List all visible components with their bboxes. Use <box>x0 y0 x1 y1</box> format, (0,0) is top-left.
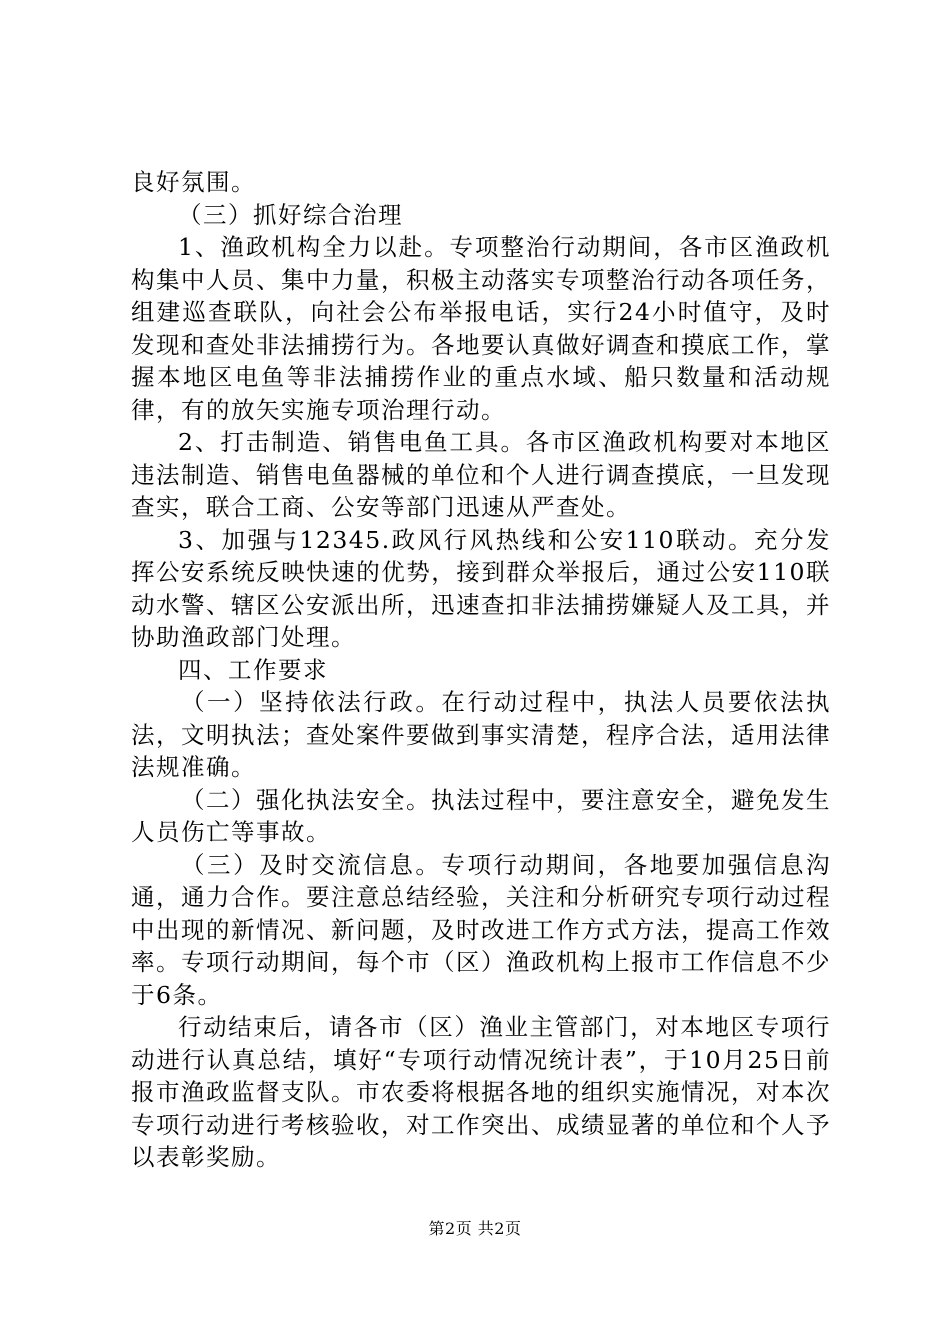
paragraph-item-2: 2、打击制造、销售电鱼工具。各市区渔政机构要对本地区违法制造、销售电鱼器械的单位和个人进行调查摸底，一旦发现查实，联合工商、公安等部门迅速从严查处。 <box>131 428 831 521</box>
paragraph-requirement-3: （三）及时交流信息。专项行动期间，各地要加强信息沟通，通力合作。要注意总结经验，关注和分析研究专项行动过程中出现的新情况、新问题，及时改进工作方式方法，提高工作效率。专项行动期间，每个市（区）渔政机构上报市工作信息不少于6条。 <box>131 850 831 1009</box>
section-heading-comprehensive-governance: （三）抓好综合治理 <box>178 200 403 229</box>
paragraph-requirement-1: （一）坚持依法行政。在行动过程中，执法人员要依法执法，文明执法；查处案件要做到事实清楚，程序合法，适用法律法规准确。 <box>131 688 831 781</box>
paragraph-item-3: 3、加强与12345.政风行风热线和公安110联动。充分发挥公安系统反映快速的优势，接到群众举报后，通过公安110联动水警、辖区公安派出所，迅速查扣非法捕捞嫌疑人及工具，并协助渔政部门处理。 <box>131 525 831 651</box>
section-heading-work-requirements: 四、工作要求 <box>178 655 328 684</box>
page-number-footer: 第2页 共2页 <box>428 1219 522 1238</box>
paragraph-requirement-2: （二）强化执法安全。执法过程中，要注意安全，避免发生人员伤亡等事故。 <box>131 785 831 846</box>
paragraph-continuation: 良好氛围。 <box>131 168 256 196</box>
paragraph-closing: 行动结束后，请各市（区）渔业主管部门，对本地区专项行动进行认真总结，填好“专项行动情况统计表”，于10月25日前报市渔政监督支队。市农委将根据各地的组织实施情况，对本次专项行动进行考核验收，对工作突出、成绩显著的单位和个人予以表彰奖励。 <box>131 1013 831 1171</box>
document-body <box>131 166 831 1174</box>
paragraph-item-1: 1、渔政机构全力以赴。专项整治行动期间，各市区渔政机构集中人员、集中力量，积极主动落实专项整治行动各项任务，组建巡查联队，向社会公布举报电话，实行24小时值守，及时发现和查处非法捕捞行为。各地要认真做好调查和摸底工作，掌握本地区电鱼等非法捕捞作业的重点水域、船只数量和活动规律，有的放矢实施专项治理行动。 <box>131 233 831 424</box>
